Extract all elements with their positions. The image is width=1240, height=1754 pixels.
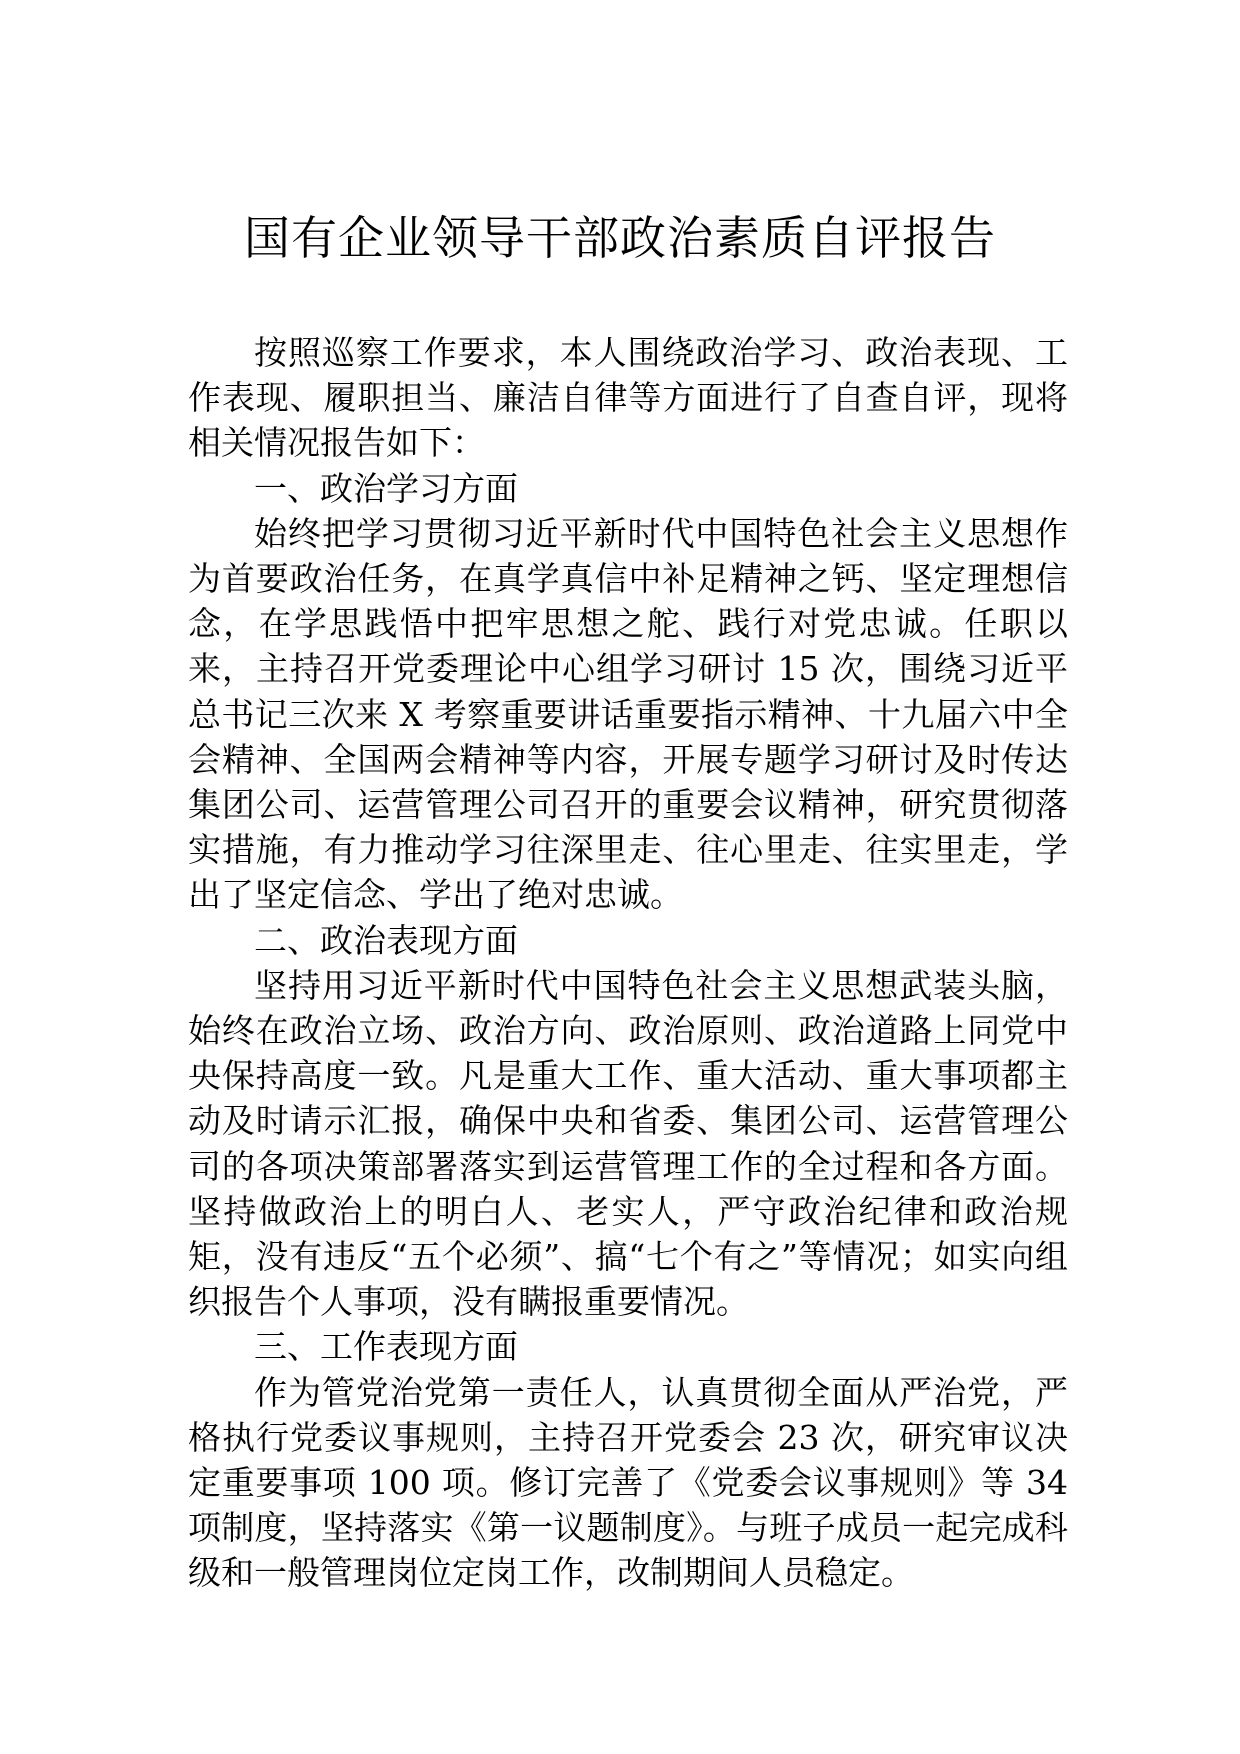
section-heading-political-performance: 二、政治表现方面 [254, 920, 518, 960]
document-body [188, 330, 1068, 1596]
section-body-political-study: 始终把学习贯彻习近平新时代中国特色社会主义思想作为首要政治任务，在真学真信中补足精神之钙、坚定理想信念，在学思践悟中把牢思想之舵、践行对党忠诚。任职以来，主持召开党委理论中心组学习研讨 15 次，围绕习近平总书记三次来 X 考察重要讲话重要指示精神、十九届六中全会精神、全国两会精神等内容，开展专题学习研讨及时传达集团公司、运营管理公司召开的重要会议精神，研究贯彻落实措施，有力推动学习往深里走、往心里走、往实里走，学出了坚定信念、学出了绝对忠诚。 [188, 513, 1068, 915]
section-body-work-performance: 作为管党治党第一责任人，认真贯彻全面从严治党，严格执行党委议事规则，主持召开党委会 23 次，研究审议决定重要事项 100 项。修订完善了《党委会议事规则》等 34 项制度，坚持落实《第一议题制度》。与班子成员一起完成科级和一般管理岗位定岗工作，改制期间人员稳定。 [188, 1372, 1068, 1593]
document-title: 国有企业领导干部政治素质自评报告 [244, 211, 996, 265]
section-body-political-performance: 坚持用习近平新时代中国特色社会主义思想武装头脑，始终在政治立场、政治方向、政治原则、政治道路上同党中央保持高度一致。凡是重大工作、重大活动、重大事项都主动及时请示汇报，确保中央和省委、集团公司、运营管理公司的各项决策部署落实到运营管理工作的全过程和各方面。坚持做政治上的明白人、老实人，严守政治纪律和政治规矩，没有违反“五个必须”、搞“七个有之”等情况；如实向组织报告个人事项，没有瞒报重要情况。 [188, 965, 1068, 1322]
intro-paragraph: 按照巡察工作要求，本人围绕政治学习、政治表现、工作表现、履职担当、廉洁自律等方面进行了自查自评，现将相关情况报告如下： [188, 333, 1068, 463]
section-heading-political-study: 一、政治学习方面 [254, 468, 518, 508]
section-heading-work-performance: 三、工作表现方面 [254, 1327, 518, 1367]
